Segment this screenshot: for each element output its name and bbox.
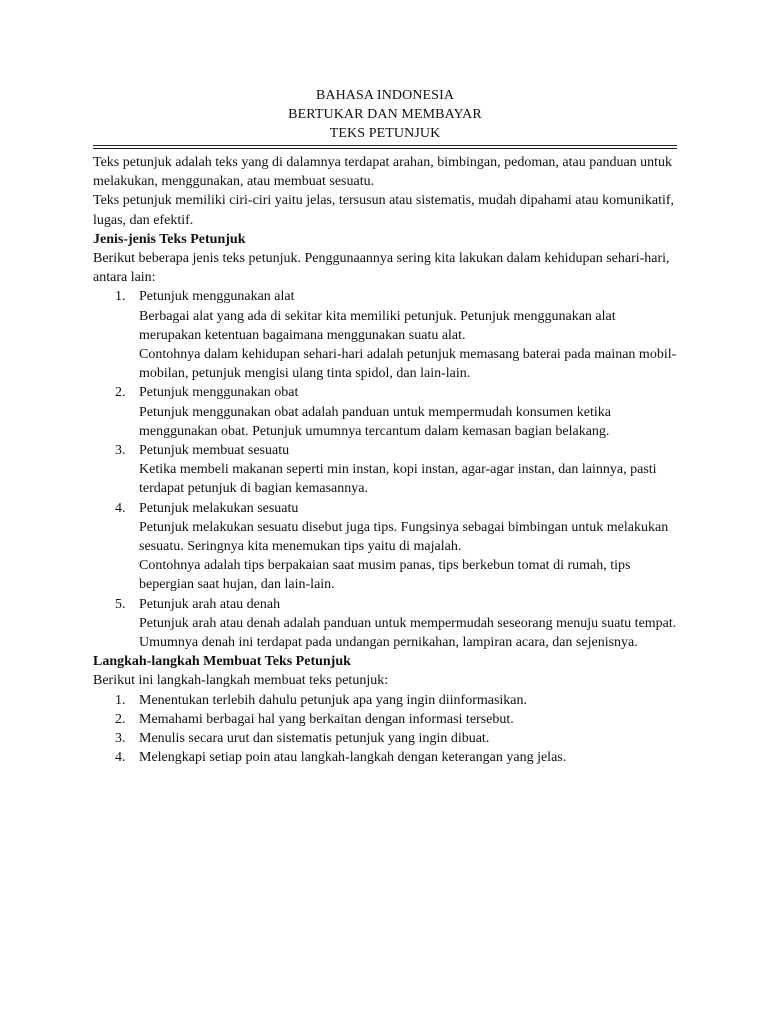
list-item-title: Petunjuk arah atau denah (139, 596, 281, 612)
list-item-desc: Petunjuk arah atau denah adalah panduan untuk mempermudah seseorang menuju suatu tempat. Umumnya denah ini terdapat pada undangan pernikahan, lampiran acara, dan sejenisnya. (139, 615, 677, 651)
list-item (93, 287, 677, 383)
topic-title: TEKS PETUNJUK (329, 126, 441, 141)
list-number: 1. (115, 289, 126, 305)
list-item-desc: Contohnya dalam kehidupan sehari-hari adalah petunjuk memasang baterai pada mainan mobil-mobilan, petunjuk mengisi ulang tinta spidol, dan lain-lain. (139, 347, 677, 382)
list-item-text: Menentukan terlebih dahulu petunjuk apa yang ingin diinformasikan. (139, 692, 528, 708)
list-item-title: Petunjuk menggunakan obat (139, 385, 299, 401)
list-number: 4. (115, 500, 126, 516)
section-heading-langkah: Langkah-langkah Membuat Teks Petunjuk (93, 654, 351, 670)
subject-title: BAHASA INDONESIA (315, 88, 455, 103)
section-intro-langkah: Berikut ini langkah-langkah membuat teks petunjuk: (93, 673, 389, 689)
langkah-list (93, 691, 677, 768)
list-number: 5. (115, 596, 126, 612)
list-item-title: Petunjuk melakukan sesuatu (139, 500, 299, 516)
list-item-text: Memahami berbagai hal yang berkaitan dengan informasi tersebut. (139, 711, 514, 727)
list-item (93, 748, 677, 767)
list-item (93, 710, 677, 729)
list-item-text: Melengkapi setiap poin atau langkah-langkah dengan keterangan yang jelas. (139, 750, 567, 766)
jenis-list (93, 287, 677, 652)
list-item-text: Menulis secara urut dan sistematis petunjuk yang ingin dibuat. (139, 731, 490, 747)
list-number: 3. (115, 731, 126, 747)
chapter-title: BERTUKAR DAN MEMBAYAR (288, 107, 482, 122)
list-item-desc: Petunjuk menggunakan obat adalah panduan untuk mempermudah konsumen ketika menggunakan obat. Petunjuk umumnya tercantum dalam kemasan bagian belakang. (139, 404, 611, 439)
list-item-desc: Ketika membeli makanan seperti min instan, kopi instan, agar-agar instan, dan lainnya, pasti terdapat petunjuk di bagian kemasannya. (139, 462, 657, 497)
list-item (93, 441, 677, 499)
list-number: 1. (115, 692, 126, 708)
list-item (93, 729, 677, 748)
list-item-title: Petunjuk membuat sesuatu (139, 443, 290, 459)
list-number: 2. (115, 711, 126, 727)
list-item (93, 595, 677, 653)
list-item (93, 499, 677, 595)
intro-paragraph-1: Teks petunjuk adalah teks yang di dalamnya terdapat arahan, bimbingan, pedoman, atau panduan untuk melakukan, menggunakan, atau membuat sesuatu. (93, 155, 673, 190)
list-item (93, 691, 677, 710)
list-item-desc: Petunjuk melakukan sesuatu disebut juga tips. Fungsinya sebagai bimbingan untuk melakukan sesuatu. Seringnya kita menemukan tips yaitu di majalah. (139, 519, 669, 555)
document-header (93, 86, 677, 143)
list-item (93, 383, 677, 441)
document-page (93, 86, 677, 768)
list-number: 4. (115, 750, 126, 766)
header-double-rule (93, 145, 677, 149)
section-intro-jenis: Berikut beberapa jenis teks petunjuk. Penggunaannya sering kita lakukan dalam kehidupan sehari-hari, antara lain: (93, 251, 670, 286)
list-number: 2. (115, 385, 126, 401)
intro-paragraph-2: Teks petunjuk memiliki ciri-ciri yaitu jelas, tersusun atau sistematis, mudah dipahami atau komunikatif, lugas, dan efektif. (93, 193, 675, 228)
list-item-desc: Contohnya adalah tips berpakaian saat musim panas, tips berkebun tomat di rumah, tips bepergian saat hujan, dan lain-lain. (139, 558, 631, 593)
list-number: 3. (115, 443, 126, 459)
list-item-desc: Berbagai alat yang ada di sekitar kita memiliki petunjuk. Petunjuk menggunakan alat merupakan ketentuan bagaimana menggunakan suatu alat. (139, 308, 616, 343)
list-item-title: Petunjuk menggunakan alat (139, 289, 295, 305)
section-heading-jenis: Jenis-jenis Teks Petunjuk (93, 231, 246, 247)
